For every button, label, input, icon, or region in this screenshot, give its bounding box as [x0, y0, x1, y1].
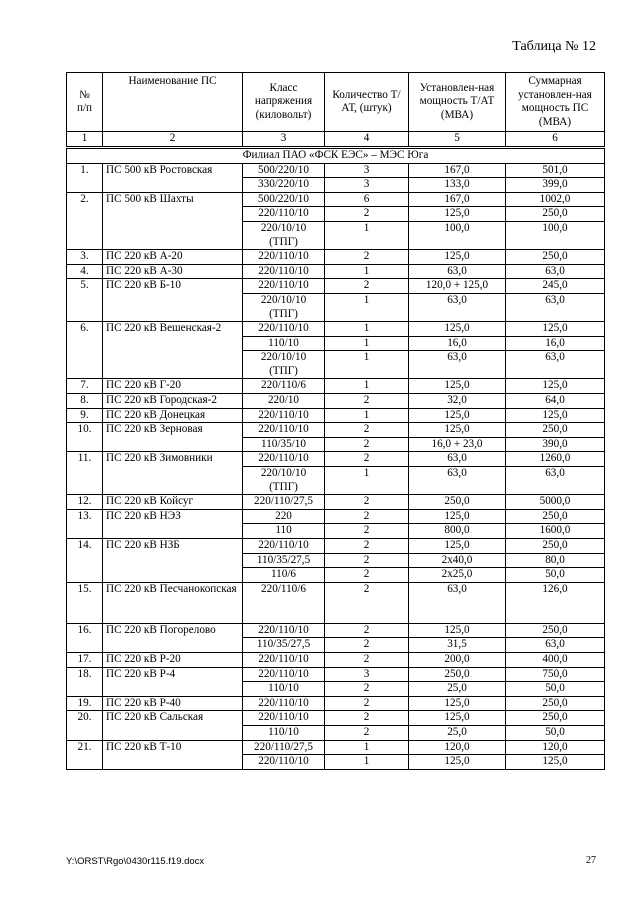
- transformer-count: 6: [325, 192, 409, 207]
- total-power: 100,0: [506, 221, 605, 249]
- installed-power: 125,0: [409, 379, 506, 394]
- table-row: [67, 394, 605, 409]
- row-number: 20.: [67, 711, 103, 740]
- table-row: [67, 322, 605, 337]
- total-power: 250,0: [506, 696, 605, 711]
- installed-power: 250,0: [409, 667, 506, 682]
- substation-name: ПС 220 кВ НЗБ: [103, 539, 243, 583]
- voltage-class: 220/110/10: [243, 264, 325, 279]
- total-power: 120,0: [506, 740, 605, 755]
- total-power: 80,0: [506, 553, 605, 568]
- voltage-class: 220/110/10: [243, 652, 325, 667]
- total-power: 63,0: [506, 467, 605, 495]
- table-title: Таблица № 12: [512, 39, 596, 54]
- total-power: 250,0: [506, 711, 605, 726]
- substation-name: ПС 220 кВ Р-20: [103, 652, 243, 667]
- transformer-count: 2: [325, 652, 409, 667]
- footer-file-path: Y:\ORST\Rgo\0430r115.f19.docx: [66, 856, 205, 867]
- transformer-count: 2: [325, 711, 409, 726]
- voltage-class: 220/110/10: [243, 279, 325, 294]
- transformer-count: 1: [325, 322, 409, 337]
- row-number: 17.: [67, 652, 103, 667]
- installed-power: 32,0: [409, 394, 506, 409]
- table-row: [67, 163, 605, 178]
- installed-power: 63,0: [409, 452, 506, 467]
- row-number: 3.: [67, 250, 103, 265]
- transformer-count: 1: [325, 740, 409, 755]
- installed-power: 16,0: [409, 336, 506, 351]
- table-row: [67, 379, 605, 394]
- transformer-count: 2: [325, 696, 409, 711]
- column-number: 6: [506, 132, 605, 148]
- total-power: 125,0: [506, 322, 605, 337]
- voltage-class: 220/110/10: [243, 696, 325, 711]
- substation-name: ПС 220 кВ Вешенская-2: [103, 322, 243, 379]
- substation-name: ПС 220 кВ Г-20: [103, 379, 243, 394]
- substation-name: ПС 220 кВ Донецкая: [103, 408, 243, 423]
- transformer-count: 1: [325, 379, 409, 394]
- transformer-count: 2: [325, 725, 409, 740]
- substation-name: ПС 220 кВ Зимовники: [103, 452, 243, 495]
- transformer-count: 1: [325, 221, 409, 249]
- total-power: 50,0: [506, 682, 605, 697]
- section-row: [67, 147, 605, 163]
- substation-name: ПС 220 кВ Городская-2: [103, 394, 243, 409]
- total-power: 250,0: [506, 250, 605, 265]
- row-number: 13.: [67, 509, 103, 538]
- section-title: Филиал ПАО «ФСК ЕЭС» – МЭС Юга: [67, 147, 605, 163]
- voltage-class: 220/110/10: [243, 452, 325, 467]
- substation-name: ПС 220 кВ Б-10: [103, 279, 243, 322]
- transformer-count: 2: [325, 568, 409, 583]
- installed-power: 800,0: [409, 524, 506, 539]
- voltage-class: 110/10: [243, 725, 325, 740]
- total-power: 125,0: [506, 379, 605, 394]
- voltage-class: 220/10/10 (ТПГ): [243, 221, 325, 249]
- transformer-count: 2: [325, 638, 409, 653]
- table-row: [67, 711, 605, 726]
- table-row: [67, 408, 605, 423]
- table-row: [67, 495, 605, 510]
- total-power: 250,0: [506, 623, 605, 638]
- header-voltage: Класс напряжения (киловольт): [243, 73, 325, 132]
- substation-name: ПС 220 кВ А-30: [103, 264, 243, 279]
- total-power: 63,0: [506, 264, 605, 279]
- header-number: № п/п: [67, 73, 103, 132]
- total-power: 1260,0: [506, 452, 605, 467]
- table-row: [67, 652, 605, 667]
- installed-power: 125,0: [409, 322, 506, 337]
- total-power: 501,0: [506, 163, 605, 178]
- substation-name: ПС 220 кВ Р-4: [103, 667, 243, 696]
- installed-power: 125,0: [409, 623, 506, 638]
- row-number: 18.: [67, 667, 103, 696]
- table-row: [67, 452, 605, 467]
- transformer-count: 2: [325, 623, 409, 638]
- substation-name: ПС 220 кВ Койсуг: [103, 495, 243, 510]
- total-power: 125,0: [506, 408, 605, 423]
- voltage-class: 220/110/10: [243, 755, 325, 770]
- total-power: 63,0: [506, 638, 605, 653]
- installed-power: 63,0: [409, 582, 506, 623]
- voltage-class: 220/110/10: [243, 250, 325, 265]
- substation-name: ПС 220 кВ А-20: [103, 250, 243, 265]
- column-number: 4: [325, 132, 409, 148]
- substation-name: ПС 220 кВ НЭЗ: [103, 509, 243, 538]
- table-row: [67, 509, 605, 524]
- table-row: [67, 667, 605, 682]
- transformer-count: 3: [325, 178, 409, 193]
- installed-power: 250,0: [409, 495, 506, 510]
- transformer-count: 2: [325, 423, 409, 438]
- total-power: 1002,0: [506, 192, 605, 207]
- row-number: 15.: [67, 582, 103, 623]
- voltage-class: 110/6: [243, 568, 325, 583]
- total-power: 126,0: [506, 582, 605, 623]
- voltage-class: 330/220/10: [243, 178, 325, 193]
- row-number: 12.: [67, 495, 103, 510]
- header-name: Наименование ПС: [103, 73, 243, 132]
- column-number: 2: [103, 132, 243, 148]
- table-row: [67, 264, 605, 279]
- row-number: 14.: [67, 539, 103, 583]
- installed-power: 2х25,0: [409, 568, 506, 583]
- installed-power: 31,5: [409, 638, 506, 653]
- installed-power: 120,0: [409, 740, 506, 755]
- voltage-class: 220/110/6: [243, 582, 325, 623]
- voltage-class: 110/35/27,5: [243, 638, 325, 653]
- row-number: 2.: [67, 192, 103, 249]
- voltage-class: 110/10: [243, 336, 325, 351]
- header-quantity: Количество Т/АТ, (штук): [325, 73, 409, 132]
- total-power: 250,0: [506, 509, 605, 524]
- installed-power: 25,0: [409, 725, 506, 740]
- total-power: 250,0: [506, 423, 605, 438]
- table-row: [67, 539, 605, 554]
- row-number: 21.: [67, 740, 103, 769]
- transformer-count: 2: [325, 495, 409, 510]
- installed-power: 120,0 + 125,0: [409, 279, 506, 294]
- transformer-count: 2: [325, 539, 409, 554]
- row-number: 5.: [67, 279, 103, 322]
- substation-name: ПС 220 кВ Т-10: [103, 740, 243, 769]
- total-power: 245,0: [506, 279, 605, 294]
- installed-power: 125,0: [409, 408, 506, 423]
- row-number: 7.: [67, 379, 103, 394]
- footer-page-number: 27: [586, 855, 596, 866]
- row-number: 11.: [67, 452, 103, 495]
- substation-name: ПС 220 кВ Сальская: [103, 711, 243, 740]
- installed-power: 125,0: [409, 755, 506, 770]
- total-power: 250,0: [506, 539, 605, 554]
- transformer-count: 1: [325, 351, 409, 379]
- column-number-row: [67, 132, 605, 148]
- voltage-class: 220/110/27,5: [243, 740, 325, 755]
- substation-name: ПС 220 кВ Песчанокопская: [103, 582, 243, 623]
- installed-power: 200,0: [409, 652, 506, 667]
- voltage-class: 220/110/10: [243, 667, 325, 682]
- table-row: [67, 582, 605, 623]
- voltage-class: 110/10: [243, 682, 325, 697]
- transformer-count: 2: [325, 452, 409, 467]
- header-power: Установлен-ная мощность Т/АТ (МВА): [409, 73, 506, 132]
- substation-name: ПС 500 кВ Ростовская: [103, 163, 243, 192]
- voltage-class: 110/35/10: [243, 437, 325, 452]
- voltage-class: 220/110/10: [243, 623, 325, 638]
- header-row: [67, 73, 605, 132]
- installed-power: 125,0: [409, 423, 506, 438]
- row-number: 8.: [67, 394, 103, 409]
- voltage-class: 220/110/10: [243, 322, 325, 337]
- total-power: 63,0: [506, 293, 605, 321]
- total-power: 63,0: [506, 351, 605, 379]
- transformer-count: 2: [325, 437, 409, 452]
- total-power: 400,0: [506, 652, 605, 667]
- voltage-class: 220/10/10 (ТПГ): [243, 351, 325, 379]
- table-row: [67, 192, 605, 207]
- transformer-count: 2: [325, 553, 409, 568]
- table-row: [67, 423, 605, 438]
- voltage-class: 220/10: [243, 394, 325, 409]
- total-power: 1600,0: [506, 524, 605, 539]
- row-number: 9.: [67, 408, 103, 423]
- voltage-class: 220: [243, 509, 325, 524]
- transformer-count: 1: [325, 467, 409, 495]
- total-power: 125,0: [506, 755, 605, 770]
- transformer-count: 3: [325, 163, 409, 178]
- transformer-count: 2: [325, 509, 409, 524]
- voltage-class: 220/110/10: [243, 207, 325, 222]
- total-power: 64,0: [506, 394, 605, 409]
- transformer-count: 3: [325, 667, 409, 682]
- installed-power: 100,0: [409, 221, 506, 249]
- voltage-class: 220/110/6: [243, 379, 325, 394]
- voltage-class: 110: [243, 524, 325, 539]
- voltage-class: 220/110/10: [243, 711, 325, 726]
- total-power: 750,0: [506, 667, 605, 682]
- installed-power: 133,0: [409, 178, 506, 193]
- table-row: [67, 623, 605, 638]
- table-row: [67, 279, 605, 294]
- header-total-power: Суммарная установлен-ная мощность ПС (МВА): [506, 73, 605, 132]
- transformer-count: 2: [325, 582, 409, 623]
- installed-power: 125,0: [409, 711, 506, 726]
- installed-power: 25,0: [409, 682, 506, 697]
- installed-power: 16,0 + 23,0: [409, 437, 506, 452]
- voltage-class: 220/110/27,5: [243, 495, 325, 510]
- transformer-count: 1: [325, 336, 409, 351]
- row-number: 1.: [67, 163, 103, 192]
- voltage-class: 220/110/10: [243, 408, 325, 423]
- column-number: 5: [409, 132, 506, 148]
- voltage-class: 220/10/10 (ТПГ): [243, 467, 325, 495]
- installed-power: 125,0: [409, 539, 506, 554]
- row-number: 4.: [67, 264, 103, 279]
- transformer-count: 2: [325, 250, 409, 265]
- transformer-count: 1: [325, 264, 409, 279]
- installed-power: 125,0: [409, 207, 506, 222]
- substation-name: ПС 220 кВ Погорелово: [103, 623, 243, 652]
- total-power: 5000,0: [506, 495, 605, 510]
- voltage-class: 110/35/27,5: [243, 553, 325, 568]
- installed-power: 167,0: [409, 192, 506, 207]
- table-row: [67, 740, 605, 755]
- installed-power: 63,0: [409, 467, 506, 495]
- total-power: 16,0: [506, 336, 605, 351]
- table-row: [67, 250, 605, 265]
- installed-power: 125,0: [409, 509, 506, 524]
- row-number: 16.: [67, 623, 103, 652]
- column-number: 1: [67, 132, 103, 148]
- transformer-count: 2: [325, 279, 409, 294]
- total-power: 399,0: [506, 178, 605, 193]
- row-number: 6.: [67, 322, 103, 379]
- installed-power: 63,0: [409, 264, 506, 279]
- total-power: 250,0: [506, 207, 605, 222]
- substation-name: ПС 220 кВ Зерновая: [103, 423, 243, 452]
- installed-power: 63,0: [409, 351, 506, 379]
- transformer-count: 2: [325, 682, 409, 697]
- installed-power: 167,0: [409, 163, 506, 178]
- table-row: [67, 696, 605, 711]
- transformer-count: 2: [325, 207, 409, 222]
- total-power: 50,0: [506, 725, 605, 740]
- voltage-class: 220/10/10 (ТПГ): [243, 293, 325, 321]
- transformer-count: 1: [325, 293, 409, 321]
- column-number: 3: [243, 132, 325, 148]
- installed-power: 63,0: [409, 293, 506, 321]
- transformer-count: 2: [325, 524, 409, 539]
- transformer-count: 1: [325, 755, 409, 770]
- row-number: 19.: [67, 696, 103, 711]
- substation-name: ПС 220 кВ Р-40: [103, 696, 243, 711]
- voltage-class: 500/220/10: [243, 163, 325, 178]
- voltage-class: 500/220/10: [243, 192, 325, 207]
- voltage-class: 220/110/10: [243, 423, 325, 438]
- substation-table: [66, 72, 605, 770]
- installed-power: 125,0: [409, 696, 506, 711]
- transformer-count: 2: [325, 394, 409, 409]
- total-power: 390,0: [506, 437, 605, 452]
- transformer-count: 1: [325, 408, 409, 423]
- installed-power: 125,0: [409, 250, 506, 265]
- row-number: 10.: [67, 423, 103, 452]
- total-power: 50,0: [506, 568, 605, 583]
- substation-name: ПС 500 кВ Шахты: [103, 192, 243, 249]
- voltage-class: 220/110/10: [243, 539, 325, 554]
- installed-power: 2х40,0: [409, 553, 506, 568]
